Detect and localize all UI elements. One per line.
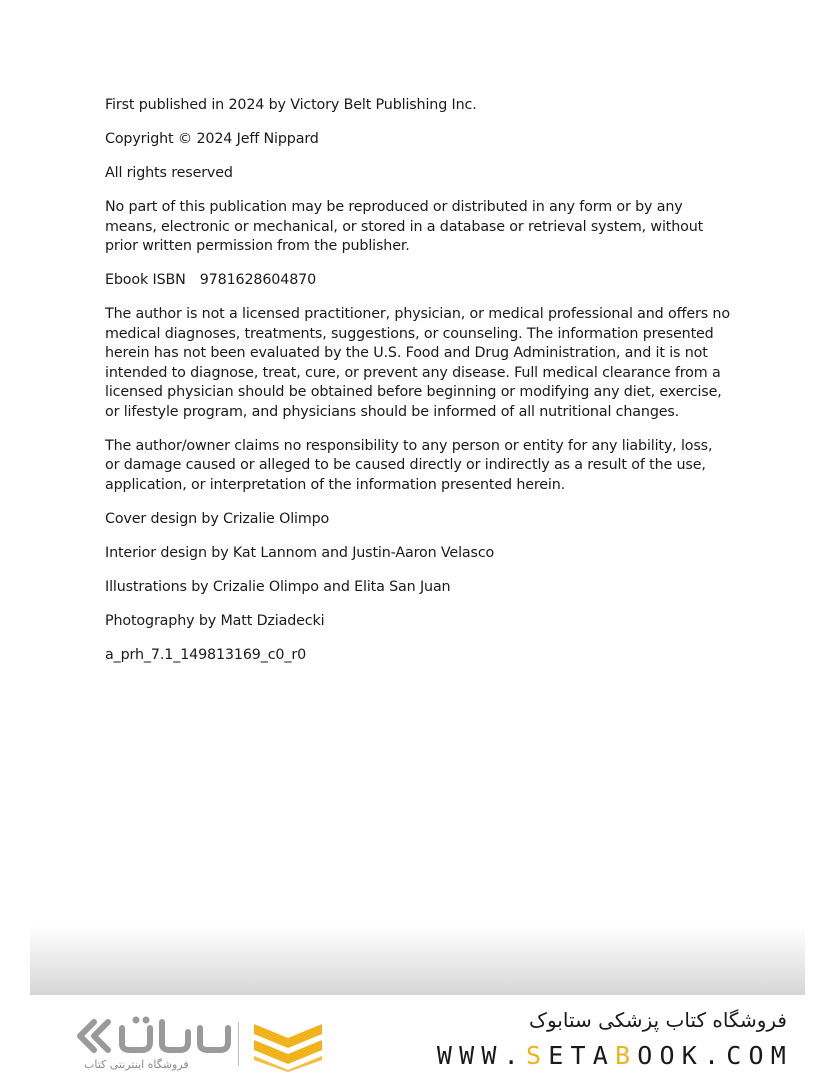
- logo-divider: [238, 1022, 239, 1066]
- isbn-label: Ebook ISBN: [105, 272, 186, 288]
- file-identifier: a_prh_7.1_149813169_c0_r0: [105, 646, 307, 663]
- copyright-page: [105, 96, 731, 680]
- setabook-logo: [60, 1014, 330, 1074]
- cover-design-credit: Cover design by Crizalie Olimpo: [105, 510, 330, 527]
- interior-design-credit: Interior design by Kat Lannom and Justin-Aaron Velasco: [105, 544, 495, 561]
- liability-disclaimer: The author/owner claims no responsibility to any person or entity for any liability, loss, or damage caused or alleged to be caused directly or indirectly as a result of the use, application, or interpretation of the information presented herein.: [105, 437, 713, 493]
- copyright-line: Copyright © 2024 Jeff Nippard: [105, 131, 319, 147]
- url-highlight-2: B: [614, 1041, 638, 1070]
- rights-line: All rights reserved: [105, 165, 233, 181]
- store-name: فروشگاه کتاب پزشکی ستابوک: [529, 1008, 787, 1032]
- url-part-2: ETA: [548, 1041, 615, 1070]
- url-part-1: WWW.: [436, 1041, 526, 1070]
- medical-disclaimer: The author is not a licensed practitioner, physician, or medical professional and offers no medical diagnoses, treatments, suggestions, or counseling. The information presented herein has not been evaluated by the U.S. Food and Drug Administration, and it is not intended to diagnose, treat, cure, or prevent any disease. Full medical clearance from a licensed physician should be obtained before beginning or modifying any diet, exercise, or lifestyle program, and physicians should be informed of all nutritional changes.: [105, 306, 730, 420]
- isbn-line: [105, 271, 731, 291]
- publication-line: First published in 2024 by Victory Belt Publishing Inc.: [105, 97, 477, 113]
- setabook-wordmark-icon: [70, 1014, 250, 1059]
- isbn-value: 9781628604870: [199, 272, 317, 288]
- book-chevron-icon: [250, 1018, 326, 1072]
- illustrations-credit: Illustrations by Crizalie Olimpo and Elita San Juan: [105, 578, 451, 595]
- photography-credit: Photography by Matt Dziadecki: [105, 612, 325, 629]
- logo-subtitle: فروشگاه اینترنتی کتاب: [84, 1058, 189, 1071]
- store-url: [437, 1041, 793, 1070]
- url-highlight-1: S: [525, 1041, 549, 1070]
- page-bottom-shadow: [30, 925, 805, 995]
- url-part-3: OOK.COM: [637, 1041, 793, 1070]
- reproduction-notice: No part of this publication may be reproduced or distributed in any form or by any means, electronic or mechanical, or stored in a database or retrieval system, without prior written permission from the publisher.: [105, 199, 704, 254]
